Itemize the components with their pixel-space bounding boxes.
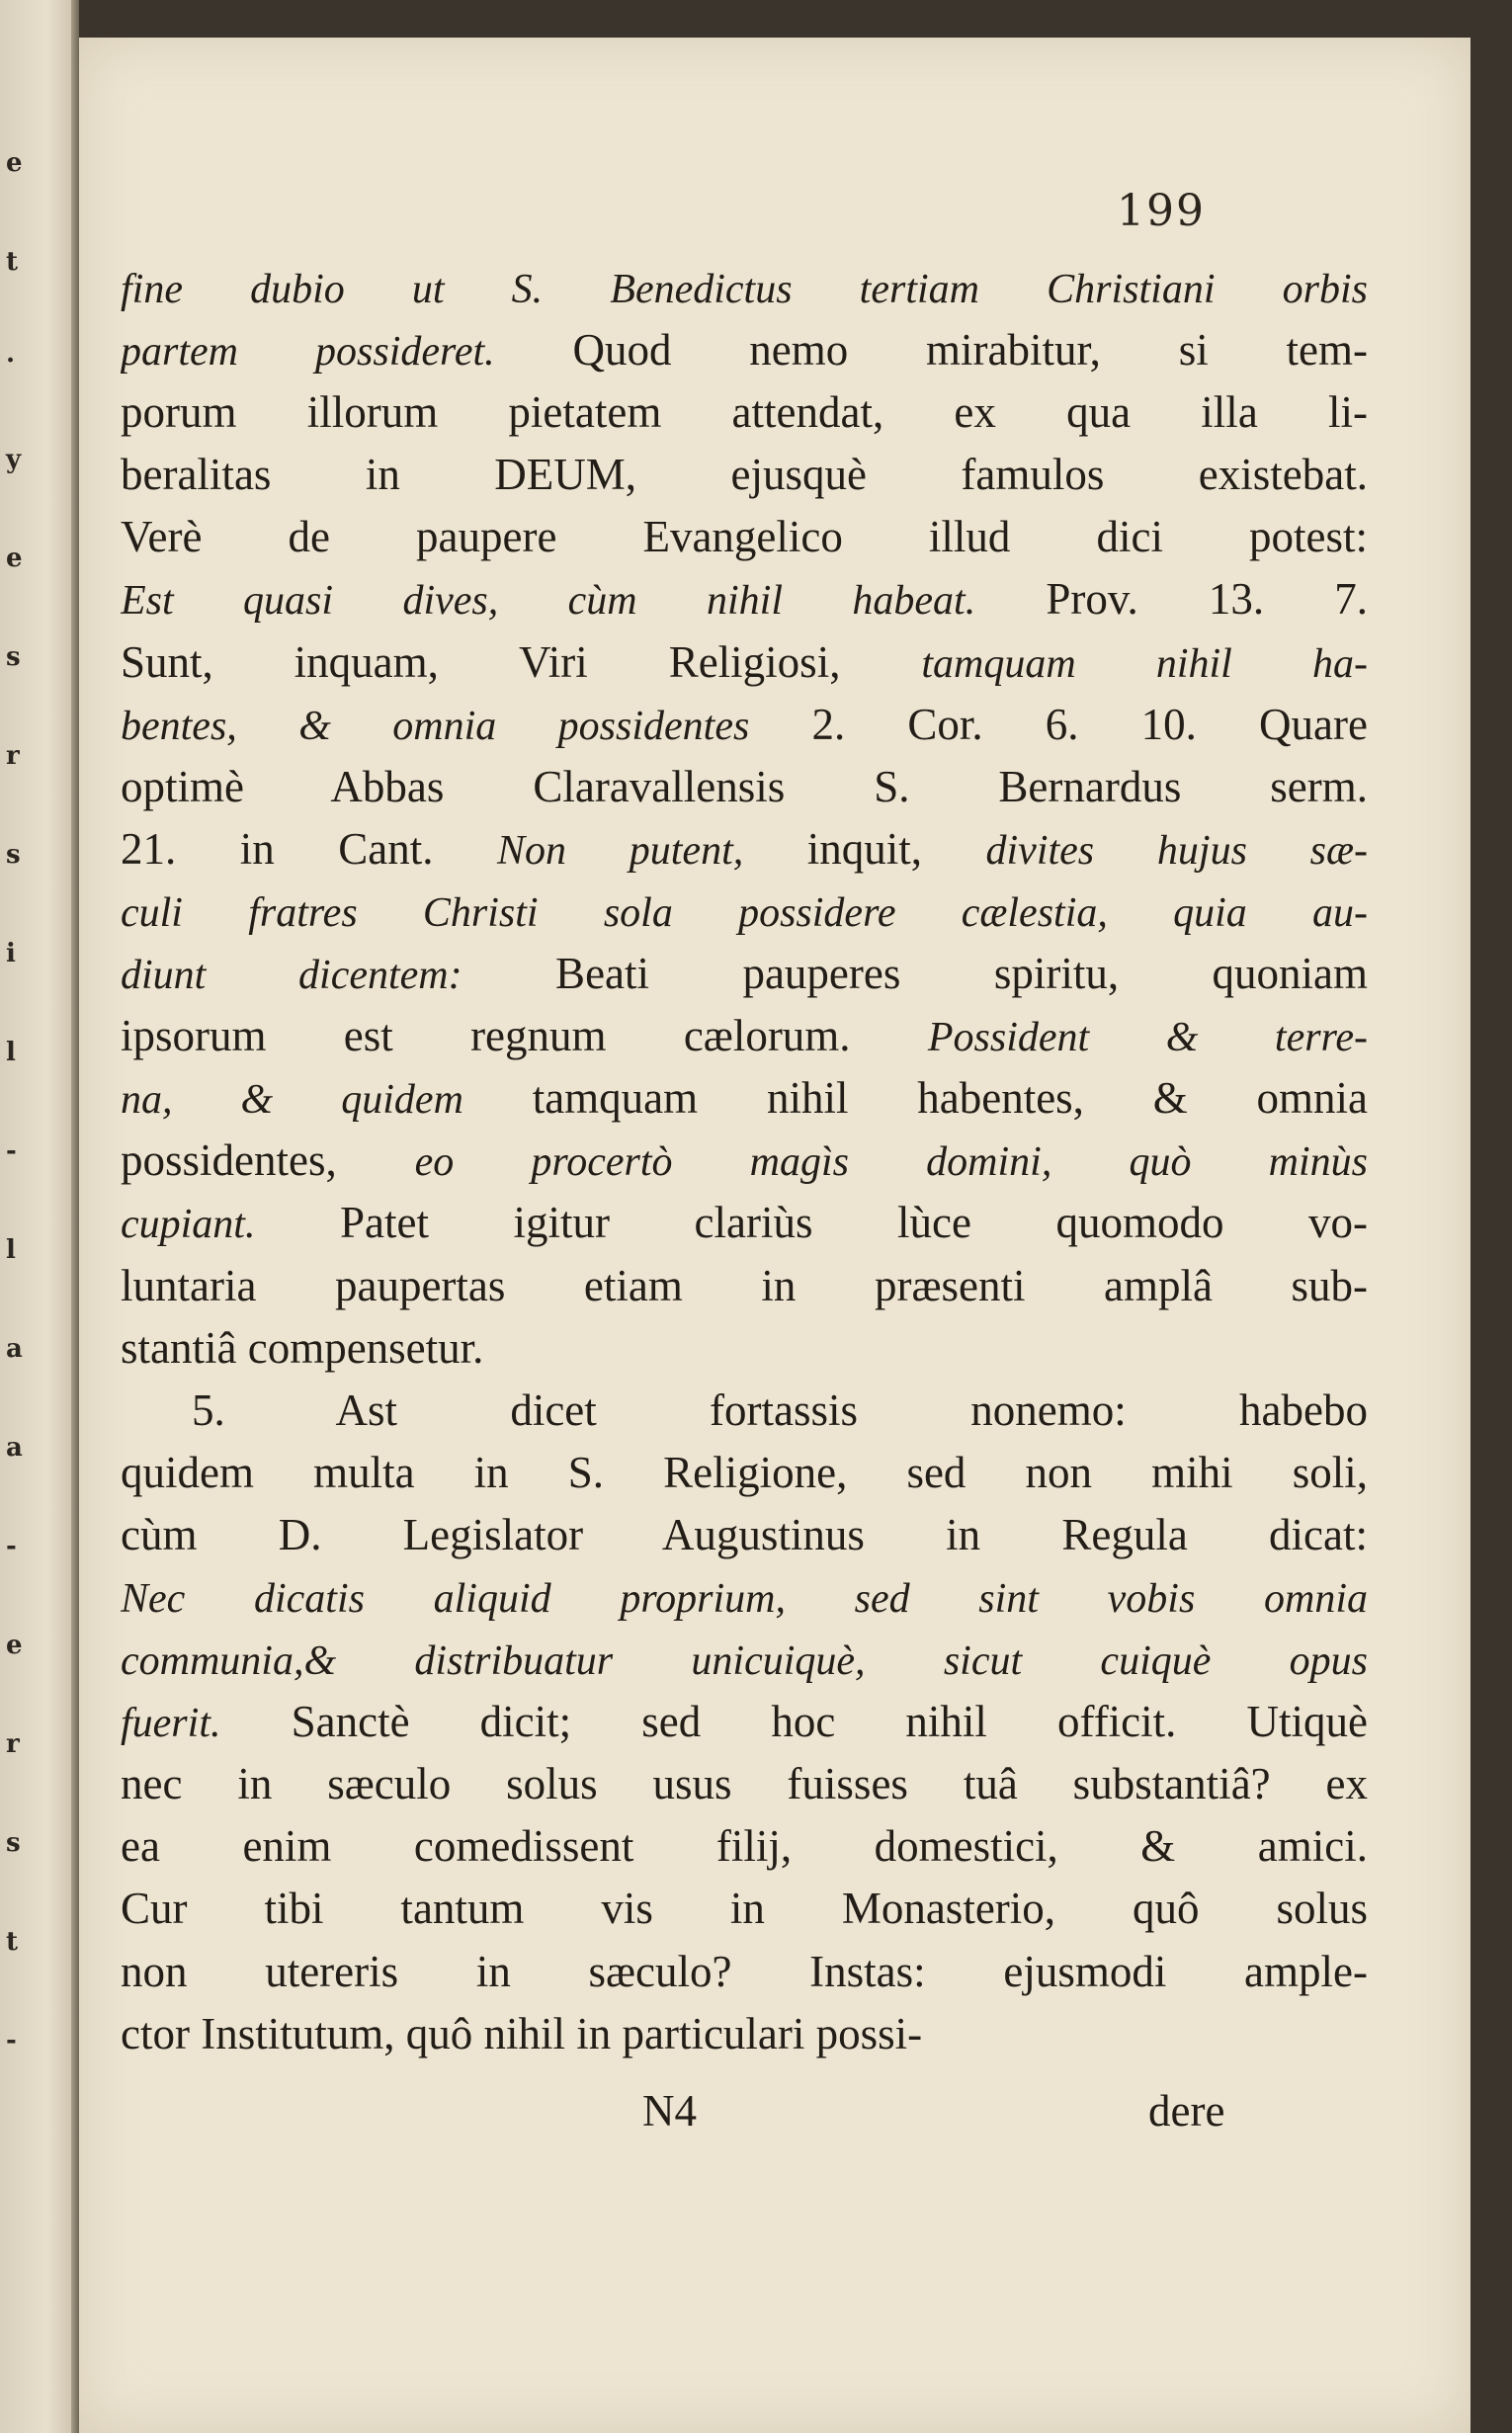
page-number: 199 — [1117, 186, 1206, 236]
text-line — [121, 444, 1368, 506]
italic-text: na, & quidem — [121, 1077, 463, 1124]
text-line — [121, 257, 1368, 319]
text-line — [121, 1815, 1368, 1878]
italic-text: culi fratres Christi sola possidere cælestia, quia au- — [121, 889, 1368, 936]
roman-text: Cur tibi tantum vis in Monasterio, quô solus — [121, 1884, 1368, 1934]
roman-text: Sanctè dicit; sed hoc nihil officit. Utiquè — [220, 1697, 1368, 1747]
italic-text: fine dubio ut S. Benedictus tertiam Christiani orbis — [121, 267, 1368, 312]
roman-text: luntaria paupertas etiam in præsenti amplâ sub- — [121, 1260, 1368, 1310]
italic-text: communia,& distribuatur unicuiquè, sicut cuiquè opus — [121, 1638, 1368, 1685]
page — [79, 38, 1470, 2433]
body-text — [121, 257, 1368, 2065]
margin-letter: r — [6, 741, 20, 771]
margin-letter: s — [6, 840, 21, 870]
text-line — [121, 319, 1368, 381]
margin-letter: s — [6, 642, 21, 672]
italic-text: diunt dicentem: — [121, 953, 462, 999]
roman-text: Beati pauperes spiritu, quoniam — [462, 949, 1368, 999]
italic-text: fuerit. — [121, 1701, 221, 1747]
margin-letter: - — [6, 2026, 17, 2055]
text-line — [121, 881, 1368, 943]
margin-letter: y — [6, 445, 22, 474]
text-line — [121, 1255, 1368, 1317]
italic-text: Possident & terre- — [927, 1015, 1368, 1061]
margin-letter: r — [6, 1729, 20, 1759]
italic-text: eo procertò magìs domini, quò minùs — [414, 1139, 1368, 1186]
roman-text: beralitas in DEUM, ejusquè famulos existebat. — [121, 450, 1368, 500]
signature-mark: N4 — [642, 2086, 697, 2136]
previous-page-edge — [0, 0, 79, 2433]
margin-letter: i — [6, 939, 16, 968]
text-line — [121, 1442, 1368, 1504]
text-line — [121, 1629, 1368, 1691]
margin-letter: e — [6, 1631, 23, 1660]
roman-text: optimè Abbas Claravallensis S. Bernardus serm. — [121, 761, 1368, 811]
roman-text: Sunt, inquam, Viri Religiosi, — [121, 636, 922, 687]
roman-text: 2. Cor. 6. 10. Quare — [749, 699, 1368, 749]
text-line — [121, 1130, 1368, 1192]
italic-text: Non putent, — [497, 827, 744, 874]
roman-text: Quod nemo mirabitur, si tem- — [494, 325, 1368, 376]
text-line — [121, 381, 1368, 444]
roman-text: cùm D. Legislator Augustinus in Regula dicat: — [121, 1509, 1368, 1559]
text-line — [121, 2003, 1368, 2065]
roman-text: inquit, — [743, 823, 986, 874]
margin-letter: - — [6, 1136, 17, 1166]
roman-text: tamquam nihil habentes, & omnia — [462, 1073, 1368, 1124]
italic-text: Est quasi dives, cùm nihil habeat. — [121, 578, 976, 625]
roman-text: nec in sæculo solus usus fuisses tuâ substantiâ? ex — [121, 1759, 1368, 1809]
roman-text: ctor Institutum, quô nihil in particulari possi- — [121, 2008, 923, 2058]
text-line — [121, 694, 1368, 756]
roman-text: quidem multa in S. Religione, sed non mihi soli, — [121, 1447, 1368, 1497]
margin-letter: t — [6, 247, 19, 277]
text-line — [121, 756, 1368, 818]
text-line — [121, 1753, 1368, 1815]
italic-text: Nec dicatis aliquid proprium, sed sint vobis omnia — [121, 1575, 1368, 1622]
italic-text: partem possideret. — [121, 329, 495, 376]
margin-letter: t — [6, 1927, 19, 1957]
roman-text: Prov. 13. 7. — [975, 574, 1368, 625]
text-line — [121, 1380, 1368, 1442]
margin-letter: a — [6, 1433, 23, 1463]
text-line — [121, 1566, 1368, 1629]
text-line — [121, 1878, 1368, 1940]
roman-text: Patet igitur clariùs lùce quomodo vo- — [255, 1198, 1368, 1248]
margin-letter: l — [6, 1235, 16, 1265]
roman-text: 21. in Cant. — [121, 823, 497, 874]
text-line — [121, 631, 1368, 694]
text-line — [121, 1005, 1368, 1067]
italic-text: divites hujus sæ- — [985, 827, 1368, 874]
book-gutter — [71, 0, 79, 2433]
roman-text: ipsorum est regnum cælorum. — [121, 1011, 928, 1061]
roman-text: ea enim comedissent filij, domestici, & amici. — [121, 1821, 1368, 1872]
margin-letter: s — [6, 1828, 21, 1858]
page-footer — [121, 2085, 1368, 2144]
italic-text: tamquam nihil ha- — [921, 640, 1368, 687]
margin-letter: a — [6, 1334, 23, 1364]
catchword: dere — [1148, 2086, 1225, 2136]
text-line — [121, 1941, 1368, 2003]
text-line — [121, 943, 1368, 1005]
margin-letter: · — [6, 346, 16, 376]
text-line — [121, 818, 1368, 881]
italic-text: cupiant. — [121, 1202, 256, 1248]
text-line — [121, 1691, 1368, 1753]
roman-text: non utereris in sæculo? Instas: ejusmodi ample- — [121, 1946, 1368, 1996]
text-line — [121, 506, 1368, 568]
margin-letter: l — [6, 1038, 16, 1067]
roman-text: stantiâ compensetur. — [121, 1322, 484, 1373]
roman-text: Verè de paupere Evangelico illud dici potest: — [121, 512, 1368, 562]
italic-text: bentes, & omnia possidentes — [121, 703, 750, 749]
text-line — [121, 568, 1368, 630]
margin-letter: - — [6, 1532, 17, 1561]
margin-letter: e — [6, 148, 23, 178]
text-line — [121, 1504, 1368, 1566]
roman-text: porum illorum pietatem attendat, ex qua illa li- — [121, 387, 1368, 438]
text-line — [121, 1317, 1368, 1380]
roman-text: possidentes, — [121, 1135, 415, 1186]
margin-letter: e — [6, 544, 23, 573]
text-line — [121, 1067, 1368, 1130]
text-line — [121, 1192, 1368, 1254]
roman-text: 5. Ast dicet fortassis nonemo: habebo — [192, 1384, 1368, 1435]
